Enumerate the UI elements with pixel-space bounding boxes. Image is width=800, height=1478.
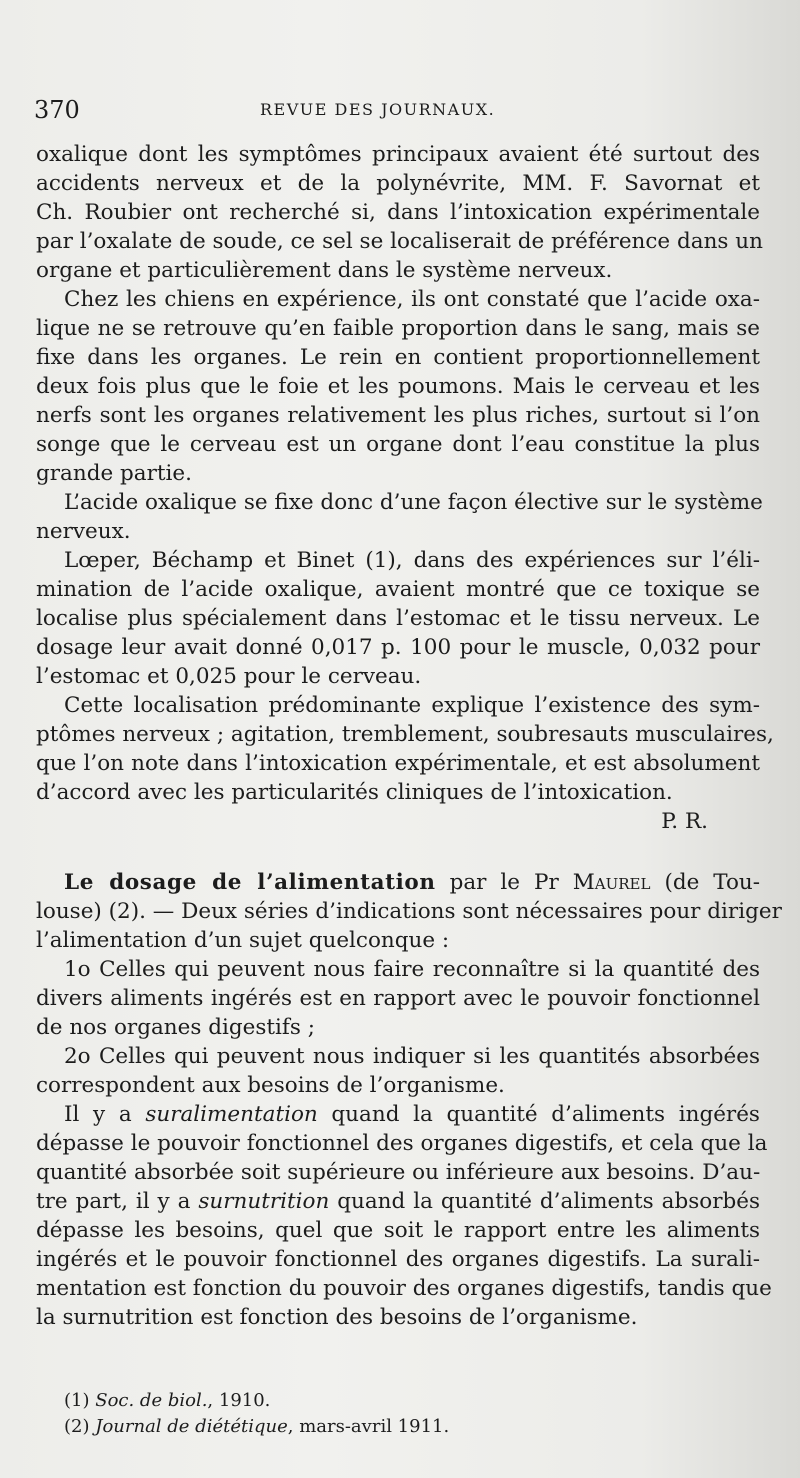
text-line: ingérés et le pouvoir fonctionnel des organes digestifs. La surali- (36, 1247, 760, 1272)
text-line: l’alimentation d’un sujet quelconque : (36, 928, 450, 953)
text-line: dépasse le pouvoir fonctionnel des organes digestifs, et cela que la (36, 1131, 768, 1156)
footnote-source: Journal de diététique (95, 1416, 288, 1437)
footnote-detail: , 1910. (207, 1390, 271, 1411)
footnote-mark: (2) (64, 1416, 90, 1437)
text-line: mination de l’acide oxalique, avaient montré que ce toxique se (36, 577, 760, 602)
running-title: REVUE DES JOURNAUX. (260, 100, 496, 119)
text-line: Cette localisation prédominante explique l’existence des sym- (64, 693, 760, 718)
text-line: d’accord avec les particularités cliniques de l’intoxication. (36, 780, 673, 805)
page-number: 370 (34, 96, 80, 124)
text-line: que l’on note dans l’intoxication expérimentale, et est absolument (36, 751, 760, 776)
footnotes (64, 1388, 564, 1440)
term-suralimentation: suralimentation (145, 1102, 318, 1127)
text-line: songe que le cerveau est un organe dont l’eau constitue la plus (36, 432, 760, 457)
text-line: accidents nerveux et de la polynévrite, MM. F. Savornat et (36, 171, 760, 196)
text-line: dosage leur avait donné 0,017 p. 100 pour le muscle, 0,032 pour (36, 635, 760, 660)
text-line: divers aliments ingérés est en rapport avec le pouvoir fonctionnel (36, 986, 760, 1011)
text-line: nerfs sont les organes relativement les plus riches, surtout si l’on (36, 403, 760, 428)
text-line: la surnutrition est fonction des besoins de l’organisme. (36, 1305, 638, 1330)
text-line: louse) (2). — Deux séries d’indications sont nécessaires pour diriger (36, 899, 782, 924)
text-line: 1o Celles qui peuvent nous faire reconnaître si la quantité des (64, 957, 760, 982)
article-title: Le dosage de l’alimentation (64, 870, 436, 895)
text-line: grande partie. (36, 461, 192, 486)
author-affiliation: (de Tou- (664, 870, 761, 895)
text-line: ptômes nerveux ; agitation, tremblement, soubresauts musculaires, (36, 722, 774, 747)
text-line: oxalique dont les symptômes principaux avaient été surtout des (36, 142, 760, 167)
section-gap (36, 836, 760, 868)
text-line: lique ne se retrouve qu’en faible proportion dans le sang, mais se (36, 316, 760, 341)
text-line: mentation est fonction du pouvoir des organes digestifs, tandis que (36, 1276, 772, 1301)
footnote (64, 1414, 564, 1440)
page-body (36, 140, 782, 1332)
text-line: localise plus spécialement dans l’estomac et le tissu nerveux. Le (36, 606, 760, 631)
text-fragment: Il y a (64, 1102, 132, 1127)
footnote-source: Soc. de biol. (95, 1390, 208, 1411)
text-fragment: quand la quantité d’aliments absorbés (337, 1189, 760, 1214)
text-line: nerveux. (36, 519, 131, 544)
term-surnutrition: surnutrition (198, 1189, 330, 1214)
text-line: correspondent aux besoins de l’organisme. (36, 1073, 505, 1098)
text-line: L’acide oxalique se fixe donc d’une façon élective sur le système (64, 490, 763, 515)
article-heading-line (36, 868, 760, 897)
text-line: Lœper, Béchamp et Binet (1), dans des expériences sur l’éli- (64, 548, 760, 573)
author-title: Pr (534, 870, 559, 895)
text-line: organe et particulièrement dans le système nerveux. (36, 258, 613, 283)
text-line: deux fois plus que le foie et les poumons. Mais le cerveau et les (36, 374, 760, 399)
text-line (36, 1187, 760, 1216)
signature: P. R. (661, 809, 708, 834)
text-fragment: quand la quantité d’aliments ingérés (331, 1102, 760, 1127)
text-line: quantité absorbée soit supérieure ou inférieure aux besoins. D’au- (36, 1160, 761, 1185)
text-line: Chez les chiens en expérience, ils ont constaté que l’acide oxa- (64, 287, 760, 312)
text-line: fixe dans les organes. Le rein en contient proportionnellement (36, 345, 760, 370)
footnote-mark: (1) (64, 1390, 90, 1411)
page-header (34, 96, 764, 132)
text-line: dépasse les besoins, quel que soit le rapport entre les aliments (36, 1218, 760, 1243)
footnote-detail: , mars-avril 1911. (287, 1416, 450, 1437)
byline-text: par le (449, 870, 521, 895)
author-name: Maurel (572, 870, 651, 895)
text-line: de nos organes digestifs ; (36, 1015, 315, 1040)
text-line: l’estomac et 0,025 pour le cerveau. (36, 664, 422, 689)
footnote (64, 1388, 564, 1414)
text-fragment: tre part, il y a (36, 1189, 191, 1214)
text-line (36, 1100, 760, 1129)
text-line: Ch. Roubier ont recherché si, dans l’intoxication expérimentale (36, 200, 760, 225)
text-line: 2o Celles qui peuvent nous indiquer si les quantités absorbées (64, 1044, 760, 1069)
text-line: par l’oxalate de soude, ce sel se localiserait de préférence dans un (36, 229, 763, 254)
